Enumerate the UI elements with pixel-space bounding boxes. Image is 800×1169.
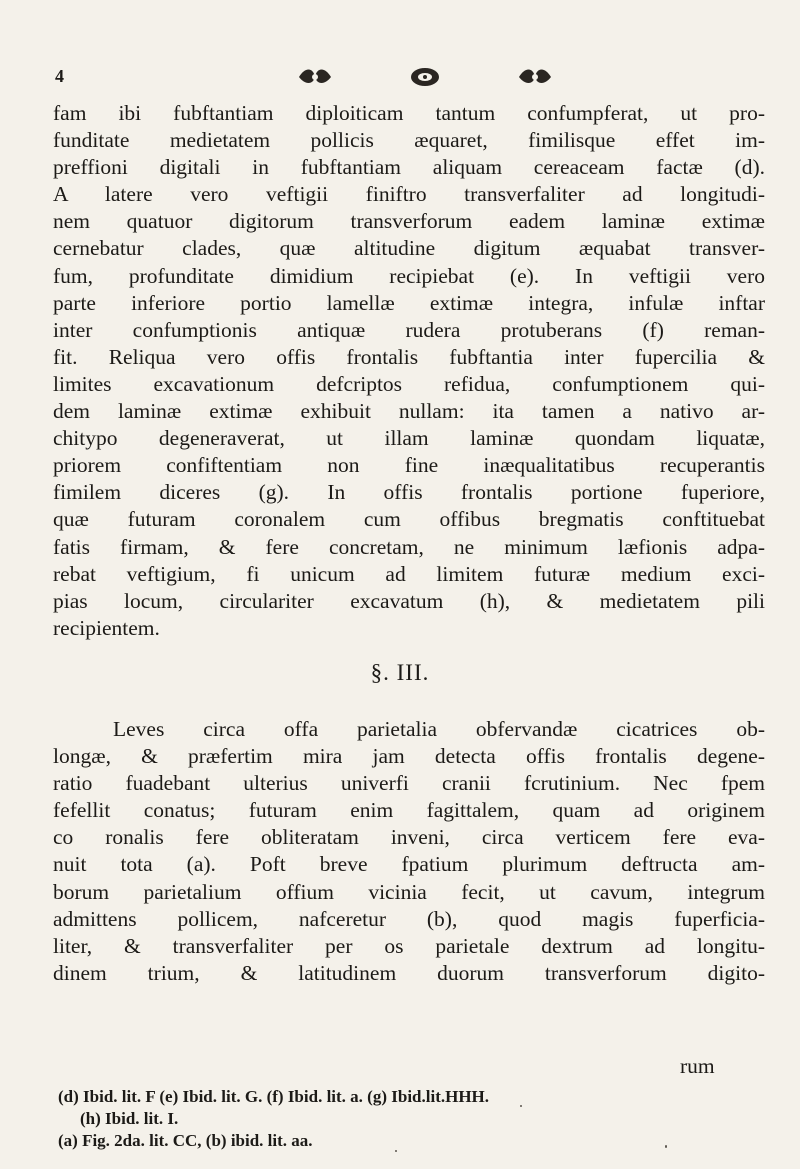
text-line: fam ibi fubftantiam diploiticam tantum confumpferat, ut pro- (53, 101, 765, 125)
text-line: liter, & transverfaliter per os parietale dextrum ad longitu- (53, 933, 765, 958)
text-line: borum parietalium offium vicinia fecit, ut cavum, integrum (53, 879, 765, 904)
text-line: quæ futuram coronalem cum offibus bregmatis conftituebat (53, 507, 765, 532)
paragraph-2 (53, 716, 765, 987)
text-line: Leves circa offa parietalia obfervandæ cicatrices ob- (113, 717, 765, 741)
text-line: nem quatuor digitorum transverforum eadem laminæ extimæ (53, 209, 765, 234)
text-line: fefellit conatus; futuram enim fagittalem, quam ad originem (53, 798, 765, 823)
paper-speck (665, 1145, 667, 1148)
paper-speck (520, 1105, 522, 1107)
text-line: preffioni digitali in fubftantiam aliquam cereaceam factæ (d). (53, 155, 765, 180)
text-line: recipientem. (53, 615, 160, 640)
text-line: fum, profunditate dimidium recipiebat (e). In veftigii vero (53, 263, 765, 288)
text-line: cernebatur clades, quæ altitudine digitum æquabat transver- (53, 236, 765, 261)
footnote-line: (h) Ibid. lit. I. (80, 1109, 179, 1128)
page-header (55, 60, 755, 100)
text-line: longæ, & præfertim mira jam detecta offis frontalis degene- (53, 744, 765, 769)
text-line: A latere vero veftigii finiftro transverfaliter ad longitudi- (53, 182, 765, 207)
text-line: priorem confiftentiam non fine inæqualitatibus recuperantis (53, 453, 765, 478)
fleuron-right-icon (515, 65, 555, 89)
text-line: fimilem diceres (g). In offis frontalis portione fuperiore, (53, 480, 765, 505)
fleuron-left-icon (295, 65, 335, 89)
text-line: ratio fuadebant ulterius univerfi cranii fcrutinium. Nec fpem (53, 771, 765, 796)
header-ornament (295, 62, 555, 92)
text-line: parte inferiore portio lamellæ extimæ integra, infulæ inftar (53, 290, 765, 315)
text-line: nuit tota (a). Poft breve fpatium plurimum deftructa am- (53, 852, 765, 877)
footnote-line: (a) Fig. 2da. lit. CC, (b) ibid. lit. aa. (58, 1131, 313, 1150)
text-line: pias locum, circulariter excavatum (h), & medietatem pili (53, 588, 765, 613)
text-line: fit. Reliqua vero offis frontalis fubftantia inter fupercilia & (53, 344, 765, 369)
text-line: chitypo degeneraverat, ut illam laminæ quondam liquatæ, (53, 426, 765, 451)
paragraph-1 (53, 100, 765, 642)
text-line: admittens pollicem, nafceretur (b), quod magis fuperficia- (53, 906, 765, 931)
text-line: fatis firmam, & fere concretam, ne minimum læfionis adpa- (53, 534, 765, 559)
paper-speck (395, 1150, 397, 1152)
footnotes (58, 1086, 758, 1152)
text-line: dem laminæ extimæ exhibuit nullam: ita tamen a nativo ar- (53, 399, 765, 424)
page-number: 4 (55, 66, 64, 86)
text-line: limites excavationum defcriptos refidua, confumptionem qui- (53, 371, 765, 396)
section-heading: §. III. (370, 660, 430, 685)
fleuron-center-icon (405, 65, 445, 89)
footnote-line: (d) Ibid. lit. F (e) Ibid. lit. G. (f) Ibid. lit. a. (g) Ibid.lit.HHH. (58, 1087, 490, 1106)
text-line: inter confumptionis antiquæ rudera protuberans (f) reman- (53, 317, 765, 342)
text-line: co ronalis fere obliteratam inveni, circa verticem fere eva- (53, 825, 765, 850)
text-line: dinem trium, & latitudinem duorum transverforum digito- (53, 960, 765, 985)
text-line: funditate medietatem pollicis æquaret, fimilisque effet im- (53, 128, 765, 153)
text-line: rebat veftigium, fi unicum ad limitem futuræ medium exci- (53, 561, 765, 586)
catchword: rum (680, 1054, 715, 1078)
